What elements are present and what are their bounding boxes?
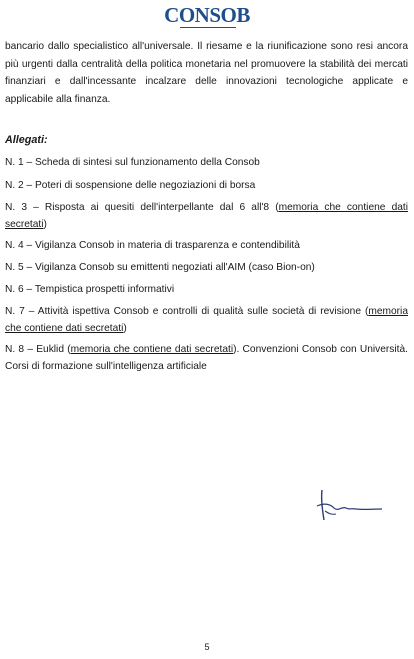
allegato-item-4-text: N. 4 – Vigilanza Consob in materia di trasparenza e contendibilità: [5, 240, 300, 251]
handwritten-signature: [316, 486, 388, 526]
allegato-item-1-text: N. 1 – Scheda di sintesi sul funzionamento della Consob: [5, 157, 260, 168]
allegato-item-7-after: ): [123, 322, 127, 334]
allegato-item-5: [5, 260, 408, 277]
allegato-item-5-text: N. 5 – Vigilanza Consob su emittenti negoziati all'AIM (caso Bion-on): [5, 262, 315, 273]
allegato-item-6: [5, 282, 408, 299]
allegato-item-8-text: N. 8 – Euklid (: [5, 344, 71, 355]
allegato-item-6-text: N. 6 – Tempistica prospetti informativi: [5, 284, 175, 295]
allegato-item-3-link[interactable]: memoria che contiene dati secretati: [5, 202, 408, 230]
logo-underline: [180, 27, 236, 28]
page-number: 5: [204, 642, 210, 652]
intro-paragraph: bancario dallo specialistico all'universale. Il riesame e la riunificazione sono resi ancora più urgenti dalla centralità della politica monetaria nel promuovere la stabilità dei mercati finanziari e dall'incessante incalzare delle innovazioni tecnologiche applicate e applicabile alla finanza.: [5, 41, 408, 105]
allegati-heading: Allegati:: [5, 134, 48, 146]
allegato-item-2-text: N. 2 – Poteri di sospensione delle negoziazioni di borsa: [5, 180, 256, 191]
allegato-item-7: [5, 304, 408, 337]
allegato-item-8-after: ). Convenzioni Consob con Università. Corsi di formazione sull'intelligenza artificiale: [5, 344, 408, 372]
allegato-item-7-text: N. 7 – Attività ispettiva Consob e controlli di qualità sulle società di revisione (: [5, 306, 369, 317]
allegato-item-8: [5, 342, 408, 375]
allegato-item-1: [5, 155, 408, 172]
allegato-item-3: [5, 200, 408, 233]
allegato-item-4: [5, 238, 408, 255]
allegato-item-2: [5, 178, 408, 195]
consob-logo: CONSOB: [164, 3, 250, 27]
allegato-item-7-link[interactable]: memoria che contiene dati secretati: [5, 306, 408, 334]
allegato-item-3-text: N. 3 – Risposta ai quesiti dell'interpellante dal 6 all'8 (: [5, 202, 279, 213]
allegato-item-8-link[interactable]: memoria che contiene dati secretati: [70, 344, 234, 355]
allegato-item-3-after: ): [43, 218, 47, 230]
